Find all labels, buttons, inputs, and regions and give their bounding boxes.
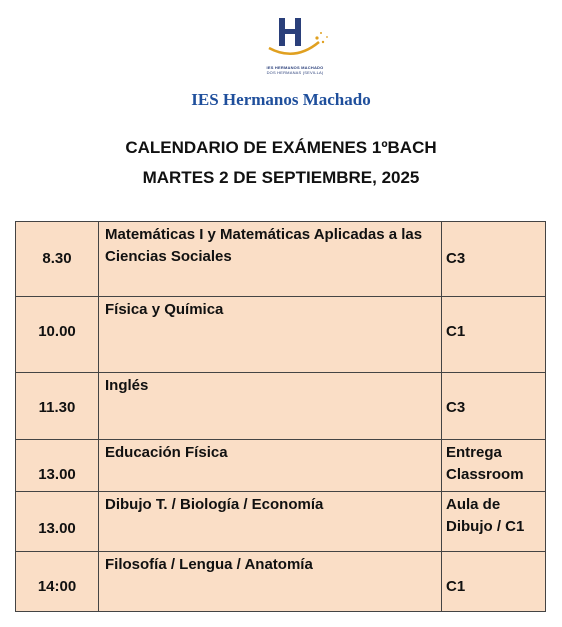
exam-room: Entrega Classroom xyxy=(446,444,524,483)
page-date: MARTES 2 DE SEPTIEMBRE, 2025 xyxy=(142,168,420,187)
exam-time: 11.30 xyxy=(38,399,76,416)
exam-time: 14:00 xyxy=(37,578,77,595)
time-cell xyxy=(16,373,99,440)
subject-cell xyxy=(99,373,442,440)
time-cell xyxy=(16,440,99,492)
time-cell xyxy=(16,492,99,552)
exam-subject: Educación Física xyxy=(105,444,228,461)
school-name: IES Hermanos Machado xyxy=(191,90,371,109)
subject-cell xyxy=(99,440,442,492)
subject-cell xyxy=(99,492,442,552)
table-row xyxy=(16,440,546,492)
exam-room: C3 xyxy=(446,250,466,267)
exam-room: C1 xyxy=(446,578,466,595)
subject-cell xyxy=(99,552,442,612)
exam-subject: Inglés xyxy=(105,377,149,394)
exam-subject: Física y Química xyxy=(105,301,224,318)
exam-room: C3 xyxy=(446,399,466,416)
time-cell xyxy=(16,222,99,297)
room-cell xyxy=(442,552,546,612)
exam-schedule-table xyxy=(15,221,546,612)
exam-time: 13.00 xyxy=(38,466,76,483)
room-cell xyxy=(442,373,546,440)
subject-cell xyxy=(99,222,442,297)
room-cell xyxy=(442,440,546,492)
exam-time: 10.00 xyxy=(38,323,76,340)
table-row xyxy=(16,297,546,373)
room-cell xyxy=(442,297,546,373)
table-row xyxy=(16,222,546,297)
logo-subtagline: DOS HERMANAS (SEVILLA) xyxy=(266,70,324,75)
school-logo xyxy=(255,8,335,74)
exam-subject: Matemáticas I y Matemáticas Aplicadas a las Ciencias Sociales xyxy=(105,226,423,265)
exam-time: 13.00 xyxy=(38,520,76,537)
logo-tagline: IES HERMANOS MACHADO xyxy=(266,65,324,70)
room-cell xyxy=(442,492,546,552)
time-cell xyxy=(16,552,99,612)
exam-room: Aula de Dibujo / C1 xyxy=(446,496,525,535)
table-row xyxy=(16,492,546,552)
exam-subject: Dibujo T. / Biología / Economía xyxy=(105,496,324,513)
time-cell xyxy=(16,297,99,373)
table-row xyxy=(16,552,546,612)
exam-time: 8.30 xyxy=(42,250,72,267)
exam-room: C1 xyxy=(446,323,466,340)
subject-cell xyxy=(99,297,442,373)
room-cell xyxy=(442,222,546,297)
page-title: CALENDARIO DE EXÁMENES 1ºBACH xyxy=(125,138,437,157)
table-row xyxy=(16,373,546,440)
exam-subject: Filosofía / Lengua / Anatomía xyxy=(105,556,313,573)
school-logo-icon xyxy=(255,8,335,64)
